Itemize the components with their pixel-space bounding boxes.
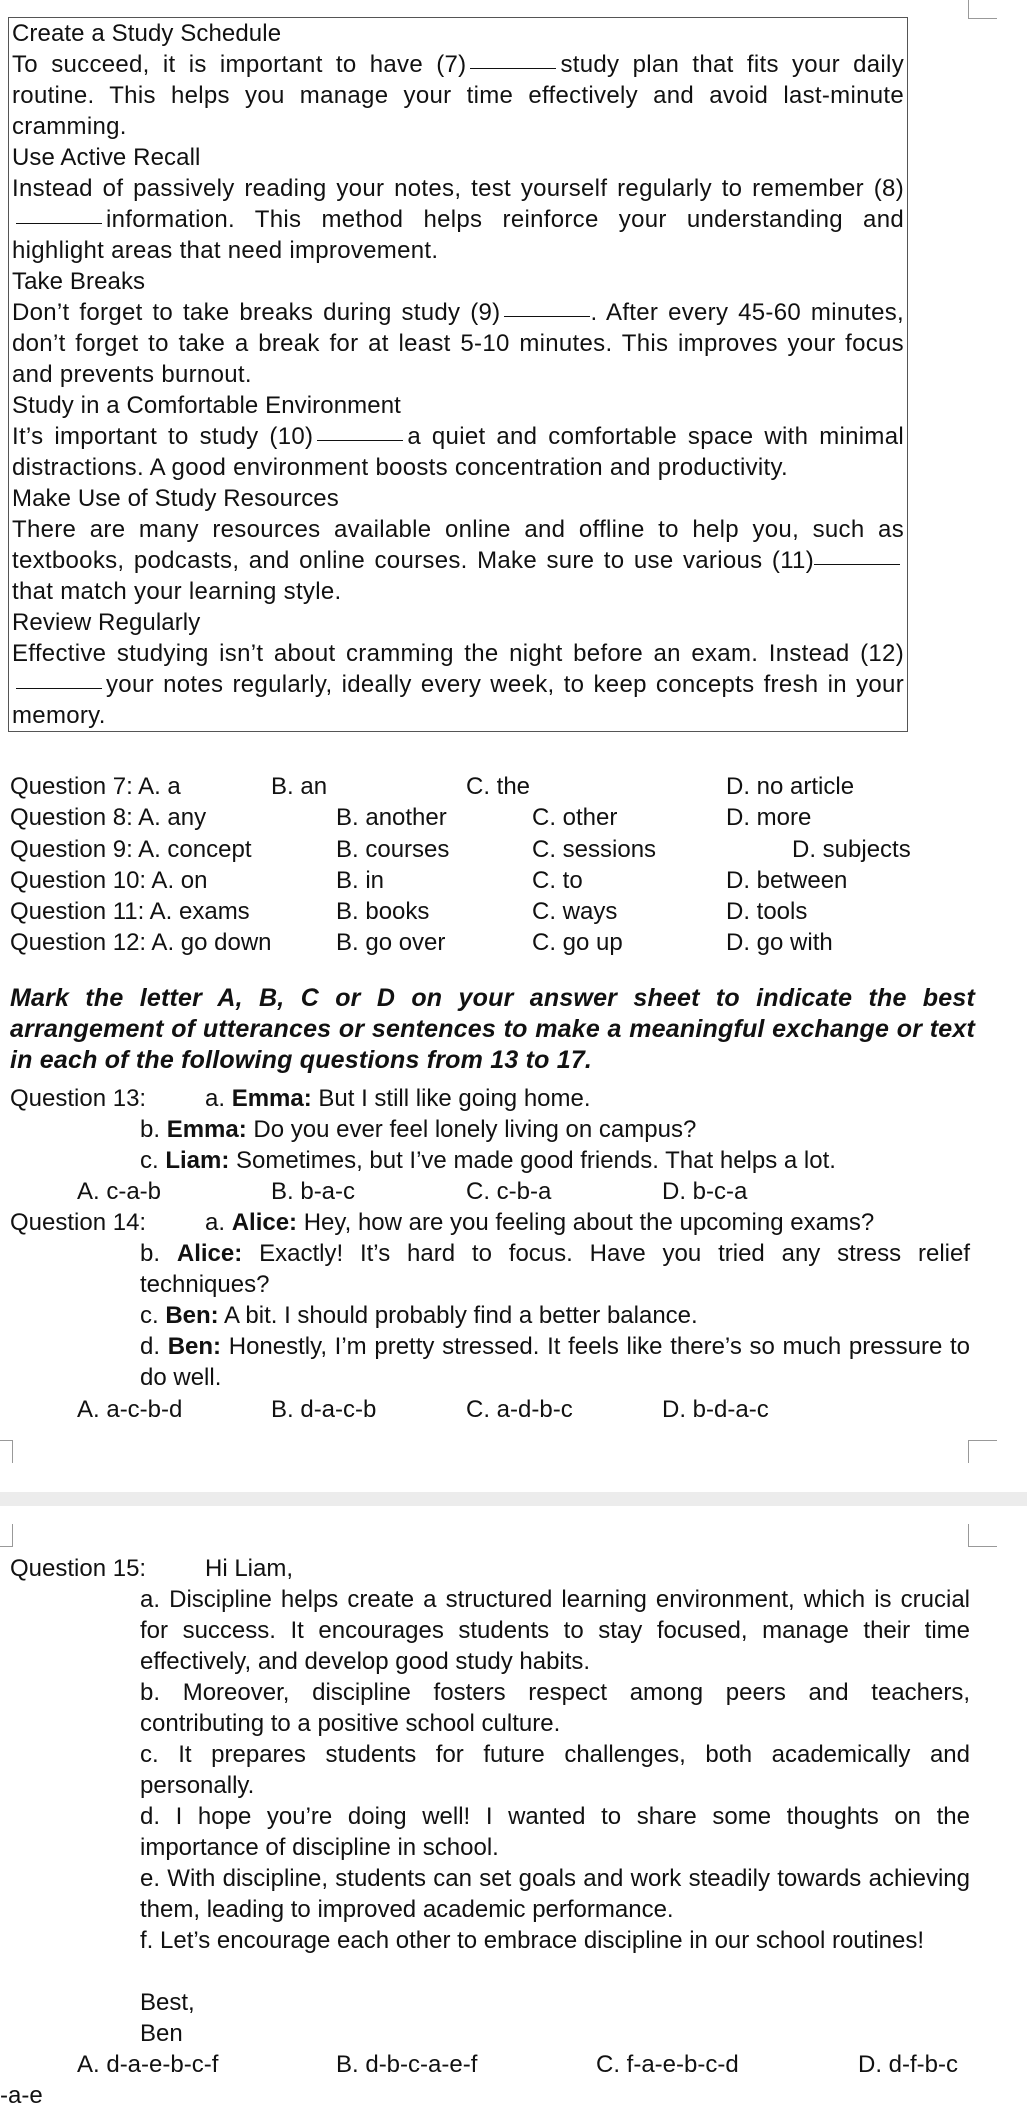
option-c: C. c-b-a <box>466 1178 552 1205</box>
option-c: C. a-d-b-c <box>466 1396 573 1423</box>
letter-item-d: d. I hope you’re doing well! I wanted to share some thoughts on the importance of discipline in school. <box>140 1803 970 1861</box>
option-c: C. other <box>532 804 618 831</box>
question-13-options <box>10 1176 1010 1207</box>
letter-item-e: e. With discipline, students can set goals and work steadily towards achieving them, leading to improved academic performance. <box>140 1865 970 1923</box>
section-text: To succeed, it is important to have (7) study plan that fits your daily routine. This helps you manage your time effectively and avoid last-minute cramming. <box>12 51 904 140</box>
option-d-wrap: -a-e <box>0 2082 43 2109</box>
option-b: B. b-a-c <box>271 1178 356 1205</box>
section-heading: Study in a Comfortable Environment <box>12 392 401 419</box>
answer-blank-9 <box>504 316 590 317</box>
option-d: D. b-d-a-c <box>662 1396 769 1423</box>
option-b: B. an <box>271 773 328 800</box>
letter-item-f: f. Let’s encourage each other to embrace discipline in our school routines! <box>140 1927 925 1954</box>
question-row-7 <box>10 771 1010 802</box>
question-14-label: Question 14: <box>10 1209 147 1236</box>
section-text: It’s important to study (10) a quiet and comfortable space with minimal distractions. A good environment boosts concentration and productivity. <box>12 423 904 481</box>
option-c: C. sessions <box>532 836 657 863</box>
section-heading: Create a Study Schedule <box>12 20 282 47</box>
option-a: Question 9: A. concept <box>10 836 252 863</box>
answer-blank-7 <box>470 68 556 69</box>
page-separator <box>0 1492 1027 1506</box>
option-a: A. d-a-e-b-c-f <box>77 2051 219 2078</box>
letter-signature: Ben <box>140 2020 183 2047</box>
crop-mark-top-right <box>968 0 997 19</box>
dialogue-line: a. Emma: But I still like going home. <box>205 1085 591 1112</box>
option-b: B. go over <box>336 929 446 956</box>
option-d: D. more <box>726 804 812 831</box>
section-text: Don’t forget to take breaks during study (9) . After every 45-60 minutes, don’t forget to take a break for at least 5-10 minutes. This improves your focus and prevents burnout. <box>12 299 904 388</box>
question-row-9 <box>10 834 1010 865</box>
question-row-10 <box>10 865 1010 896</box>
option-b: B. in <box>336 867 385 894</box>
option-b: B. d-b-c-a-e-f <box>336 2051 478 2078</box>
option-d: D. tools <box>726 898 808 925</box>
section-heading: Use Active Recall <box>12 144 201 171</box>
crop-mark-bottom-left <box>0 1440 13 1463</box>
option-c: C. go up <box>532 929 623 956</box>
letter-item-b: b. Moreover, discipline fosters respect among peers and teachers, contributing to a positive school culture. <box>140 1679 970 1737</box>
question-13-label: Question 13: <box>10 1085 147 1112</box>
option-b: B. books <box>336 898 430 925</box>
option-d: D. no article <box>726 773 855 800</box>
option-a: A. c-a-b <box>77 1178 162 1205</box>
option-b: B. d-a-c-b <box>271 1396 377 1423</box>
option-d: D. go with <box>726 929 833 956</box>
letter-greeting: Hi Liam, <box>205 1555 294 1582</box>
option-a: Question 11: A. exams <box>10 898 250 925</box>
option-b: B. another <box>336 804 447 831</box>
page-2 <box>0 1506 1027 2122</box>
answer-blank-10 <box>317 440 403 441</box>
option-a: A. a-c-b-d <box>77 1396 183 1423</box>
option-a: Question 7: A. a <box>10 773 181 800</box>
dialogue-line: c. Liam: Sometimes, but I’ve made good friends. That helps a lot. <box>140 1147 836 1174</box>
answer-blank-11 <box>814 564 900 565</box>
reading-passage <box>8 17 908 732</box>
section-heading: Review Regularly <box>12 609 201 636</box>
section-text: There are many resources available online and offline to help you, such as textbooks, podcasts, and online courses. Make sure to use various (11)that match your learning style. <box>12 516 904 605</box>
question-row-11 <box>10 896 1010 927</box>
crop-mark-top-right <box>968 1524 997 1547</box>
option-a: Question 12: A. go down <box>10 929 272 956</box>
option-d: D. b-c-a <box>662 1178 748 1205</box>
option-d: D. between <box>726 867 848 894</box>
dialogue-line: b. Alice: Exactly! It’s hard to focus. Have you tried any stress relief techniques? <box>140 1240 971 1298</box>
option-c: C. the <box>466 773 531 800</box>
dialogue-line: d. Ben: Honestly, I’m pretty stressed. It feels like there’s so much pressure to do well. <box>140 1333 970 1391</box>
section-text: Instead of passively reading your notes, test yourself regularly to remember (8)information. This method helps reinforce your understanding and highlight areas that need improvement. <box>12 175 904 264</box>
option-d: D. subjects <box>792 836 911 863</box>
section-text: Effective studying isn’t about cramming the night before an exam. Instead (12)your notes regularly, ideally every week, to keep concepts fresh in your memory. <box>12 640 904 729</box>
dialogue-line: a. Alice: Hey, how are you feeling about the upcoming exams? <box>205 1209 875 1236</box>
question-row-8 <box>10 802 1010 833</box>
answer-blank-8 <box>16 223 102 224</box>
letter-item-a: a. Discipline helps create a structured learning environment, which is crucial for success. It encourages students to stay focused, manage their time effectively, and develop good study habits. <box>140 1586 970 1675</box>
section-heading: Make Use of Study Resources <box>12 485 339 512</box>
question-row-12 <box>10 927 1010 958</box>
dialogue-line: c. Ben: A bit. I should probably find a better balance. <box>140 1302 698 1329</box>
answer-blank-12 <box>16 688 102 689</box>
option-c: C. f-a-e-b-c-d <box>596 2051 739 2078</box>
section-heading: Take Breaks <box>12 268 146 295</box>
letter-item-c: c. It prepares students for future challenges, both academically and personally. <box>140 1741 970 1799</box>
letter-closing: Best, <box>140 1989 195 2016</box>
option-b: B. courses <box>336 836 450 863</box>
option-a: Question 10: A. on <box>10 867 208 894</box>
option-d: D. d-f-b-c <box>858 2051 959 2078</box>
option-c: C. to <box>532 867 583 894</box>
option-c: C. ways <box>532 898 618 925</box>
dialogue-line: b. Emma: Do you ever feel lonely living on campus? <box>140 1116 697 1143</box>
question-15-label: Question 15: <box>10 1555 147 1582</box>
question-14-options <box>10 1394 1010 1425</box>
crop-mark-bottom-right <box>968 1440 997 1463</box>
option-a: Question 8: A. any <box>10 804 207 831</box>
crop-mark-top-left <box>0 1524 13 1547</box>
section-instruction: Mark the letter A, B, C or D on your answer sheet to indicate the best arrangement of utterances or sentences to make a meaningful exchange or text in each of the following questions from 13 to 17. <box>10 984 975 1074</box>
question-15-options <box>10 2049 1010 2080</box>
